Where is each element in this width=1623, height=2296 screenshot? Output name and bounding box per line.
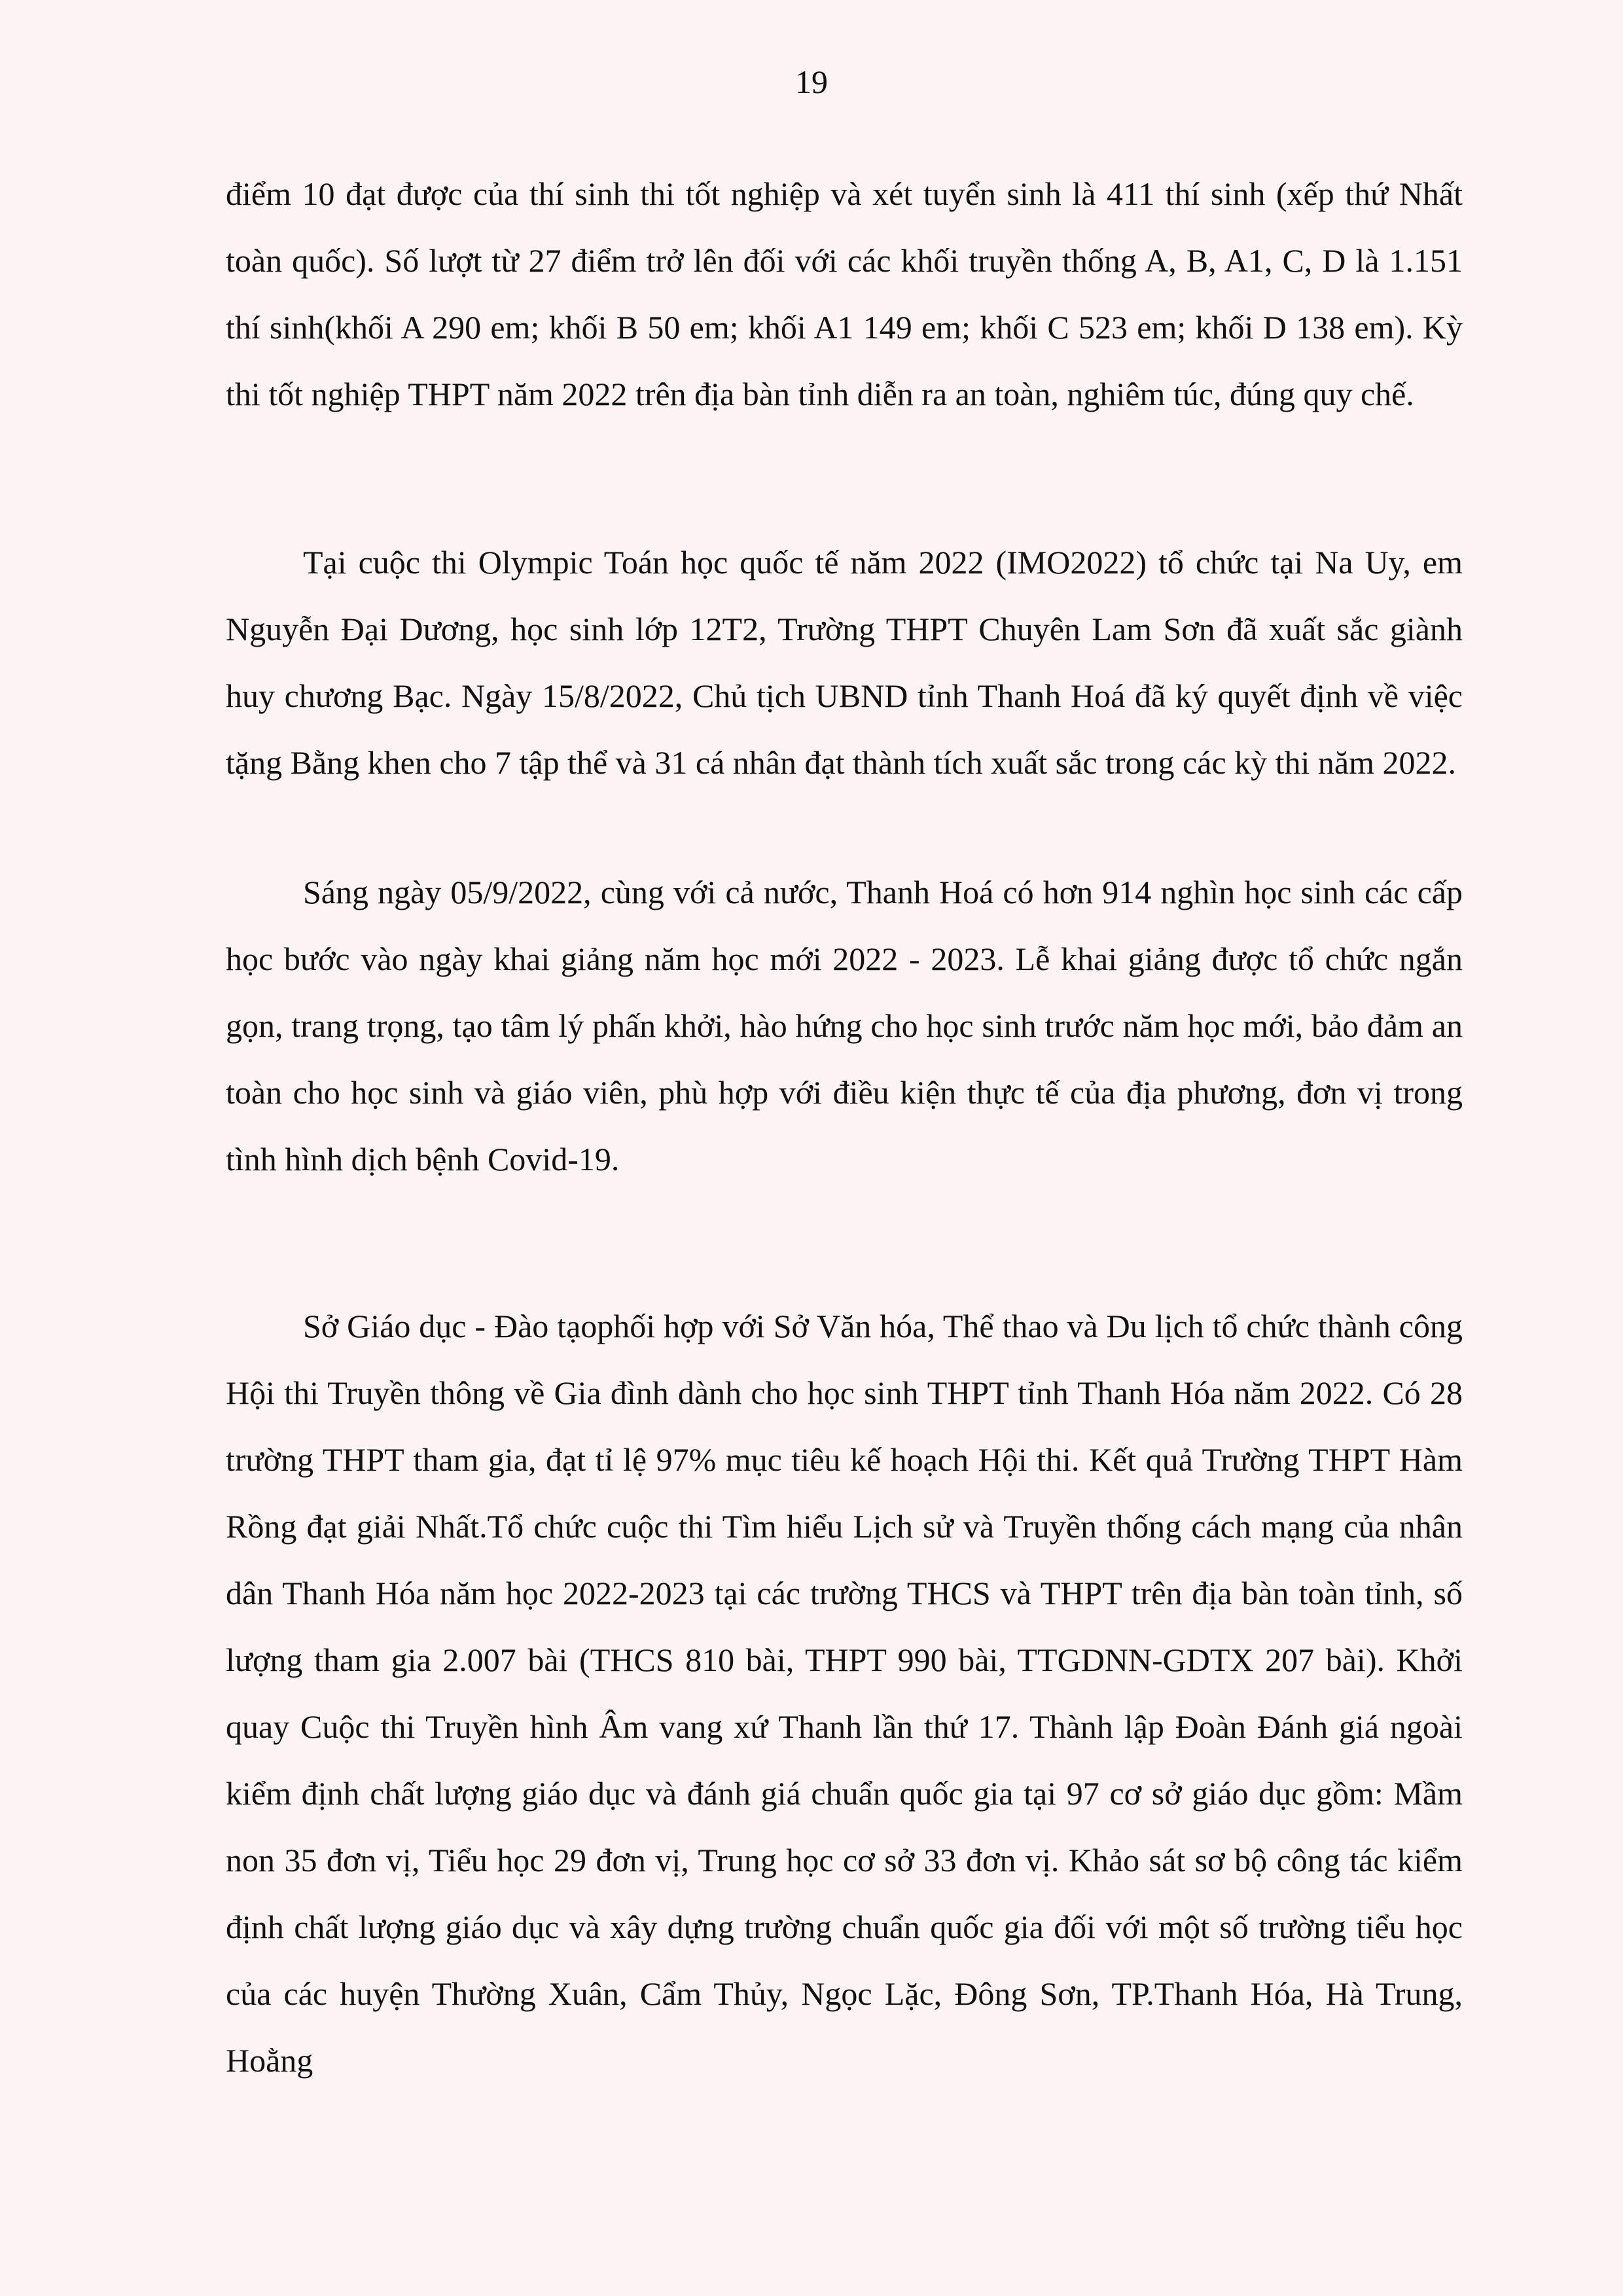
paragraph-contests (226, 1293, 1463, 2094)
paragraph-text: Sáng ngày 05/9/2022, cùng với cả nước, Thanh Hoá có hơn 914 nghìn học sinh các cấp học bước vào ngày khai giảng năm học mới 2022 - 2023. Lễ khai giảng được tổ chức ngắn gọn, trang trọng, tạo tâm lý phấn khởi, hào hứng cho học sinh trước năm học mới, bảo đảm an toàn cho học sinh và giáo viên, phù hợp với điều kiện thực tế của địa phương, đơn vị trong tình hình dịch bệnh Covid-19. (226, 874, 1463, 1177)
paragraph-olympic (226, 529, 1463, 796)
paragraph-exam-results (226, 160, 1463, 427)
page-number: 19 (795, 63, 828, 100)
paragraph-text: Sở Giáo dục - Đào tạophối hợp với Sở Văn hóa, Thể thao và Du lịch tổ chức thành công Hội thi Truyền thông về Gia đình dành cho học sinh THPT tỉnh Thanh Hóa năm 2022. Có 28 trường THPT tham gia, đạt tỉ lệ 97% mục tiêu kế hoạch Hội thi. Kết quả Trường THPT Hàm Rồng đạt giải Nhất.Tổ chức cuộc thi Tìm hiểu Lịch sử và Truyền thống cách mạng của nhân dân Thanh Hóa năm học 2022-2023 tại các trường THCS và THPT trên địa bàn toàn tỉnh, số lượng tham gia 2.007 bài (THCS 810 bài, THPT 990 bài, TTGDNN-GDTX 207 bài). Khởi quay Cuộc thi Truyền hình Âm vang xứ Thanh lần thứ 17. Thành lập Đoàn Đánh giá ngoài kiểm định chất lượng giáo dục và đánh giá chuẩn quốc gia tại 97 cơ sở giáo dục gồm: Mầm non 35 đơn vị, Tiểu học 29 đơn vị, Trung học cơ sở 33 đơn vị. Khảo sát sơ bộ công tác kiểm định chất lượng giáo dục và xây dựng trường chuẩn quốc gia đối với một số trường tiểu học của các huyện Thường Xuân, Cẩm Thủy, Ngọc Lặc, Đông Sơn, TP.Thanh Hóa, Hà Trung, Hoằng (226, 1308, 1463, 2079)
paragraph-school-opening (226, 859, 1463, 1193)
paragraph-text: điểm 10 đạt được của thí sinh thi tốt nghiệp và xét tuyển sinh là 411 thí sinh (xếp thứ Nhất toàn quốc). Số lượt từ 27 điểm trở lên đối với các khối truyền thống A, B, A1, C, D là 1.151 thí sinh(khối A 290 em; khối B 50 em; khối A1 149 em; khối C 523 em; khối D 138 em). Kỳ thi tốt nghiệp THPT năm 2022 trên địa bàn tỉnh diễn ra an toàn, nghiêm túc, đúng quy chế. (226, 175, 1463, 412)
paragraph-text: Tại cuộc thi Olympic Toán học quốc tế năm 2022 (IMO2022) tổ chức tại Na Uy, em Nguyễn Đại Dương, học sinh lớp 12T2, Trường THPT Chuyên Lam Sơn đã xuất sắc giành huy chương Bạc. Ngày 15/8/2022, Chủ tịch UBND tỉnh Thanh Hoá đã ký quyết định về việc tặng Bằng khen cho 7 tập thể và 31 cá nhân đạt thành tích xuất sắc trong các kỳ thi năm 2022. (226, 544, 1463, 781)
